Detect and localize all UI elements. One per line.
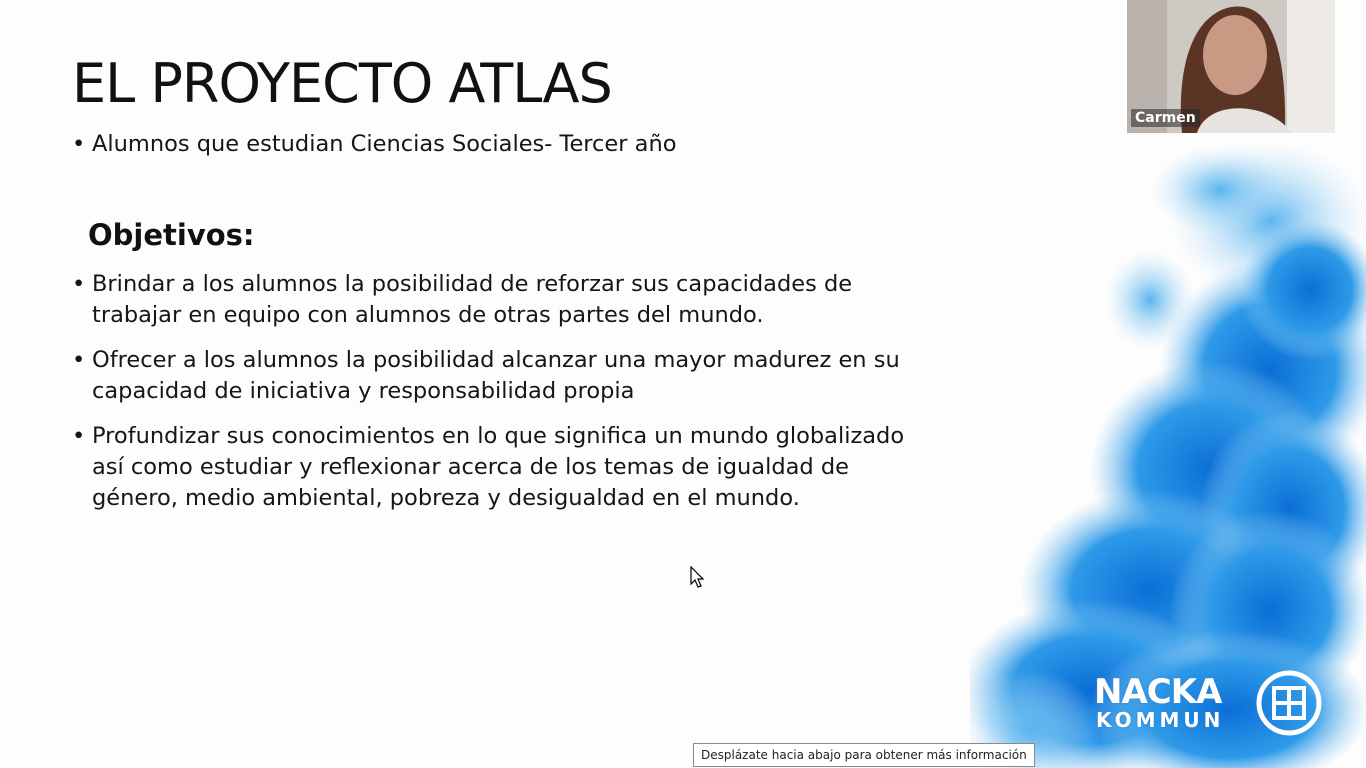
mouse-pointer-icon xyxy=(690,566,706,590)
crest-icon xyxy=(1254,668,1324,738)
scroll-hint-tooltip: Desplázate hacia abajo para obtener más información xyxy=(693,743,1035,767)
intro-bullet xyxy=(72,129,912,160)
bullet-text: Alumnos que estudian Ciencias Sociales- Tercer año xyxy=(92,131,677,157)
bullet-glyph: • xyxy=(72,347,86,373)
objectives-heading: Objetivos: xyxy=(88,218,255,252)
bullet-text: Brindar a los alumnos la posibilidad de reforzar sus capacidades de trabajar en equipo con alumnos de otras partes del mundo. xyxy=(92,271,853,328)
webcam-video-tile[interactable] xyxy=(1127,0,1335,133)
bullet-text: Ofrecer a los alumnos la posibilidad alcanzar una mayor madurez en su capacidad de iniciativa y responsabilidad propia xyxy=(92,347,900,404)
logo-text-line1: NACKA xyxy=(1094,672,1222,712)
objective-bullet xyxy=(72,345,912,407)
bullet-glyph: • xyxy=(72,271,86,297)
objective-bullet xyxy=(72,421,912,514)
participant-name-label: Carmen xyxy=(1131,109,1200,127)
slide-title: EL PROYECTO ATLAS xyxy=(72,52,612,115)
logo-text-line2: KOMMUN xyxy=(1096,708,1225,732)
bullet-glyph: • xyxy=(72,423,86,449)
nacka-kommun-logo xyxy=(1094,664,1334,744)
bullet-text: Profundizar sus conocimientos en lo que significa un mundo globalizado así como estudiar y reflexionar acerca de los temas de igualdad de género, medio ambiental, pobreza y desigualdad en el mundo. xyxy=(92,423,905,511)
bullet-glyph: • xyxy=(72,131,86,157)
objective-bullet xyxy=(72,269,912,331)
